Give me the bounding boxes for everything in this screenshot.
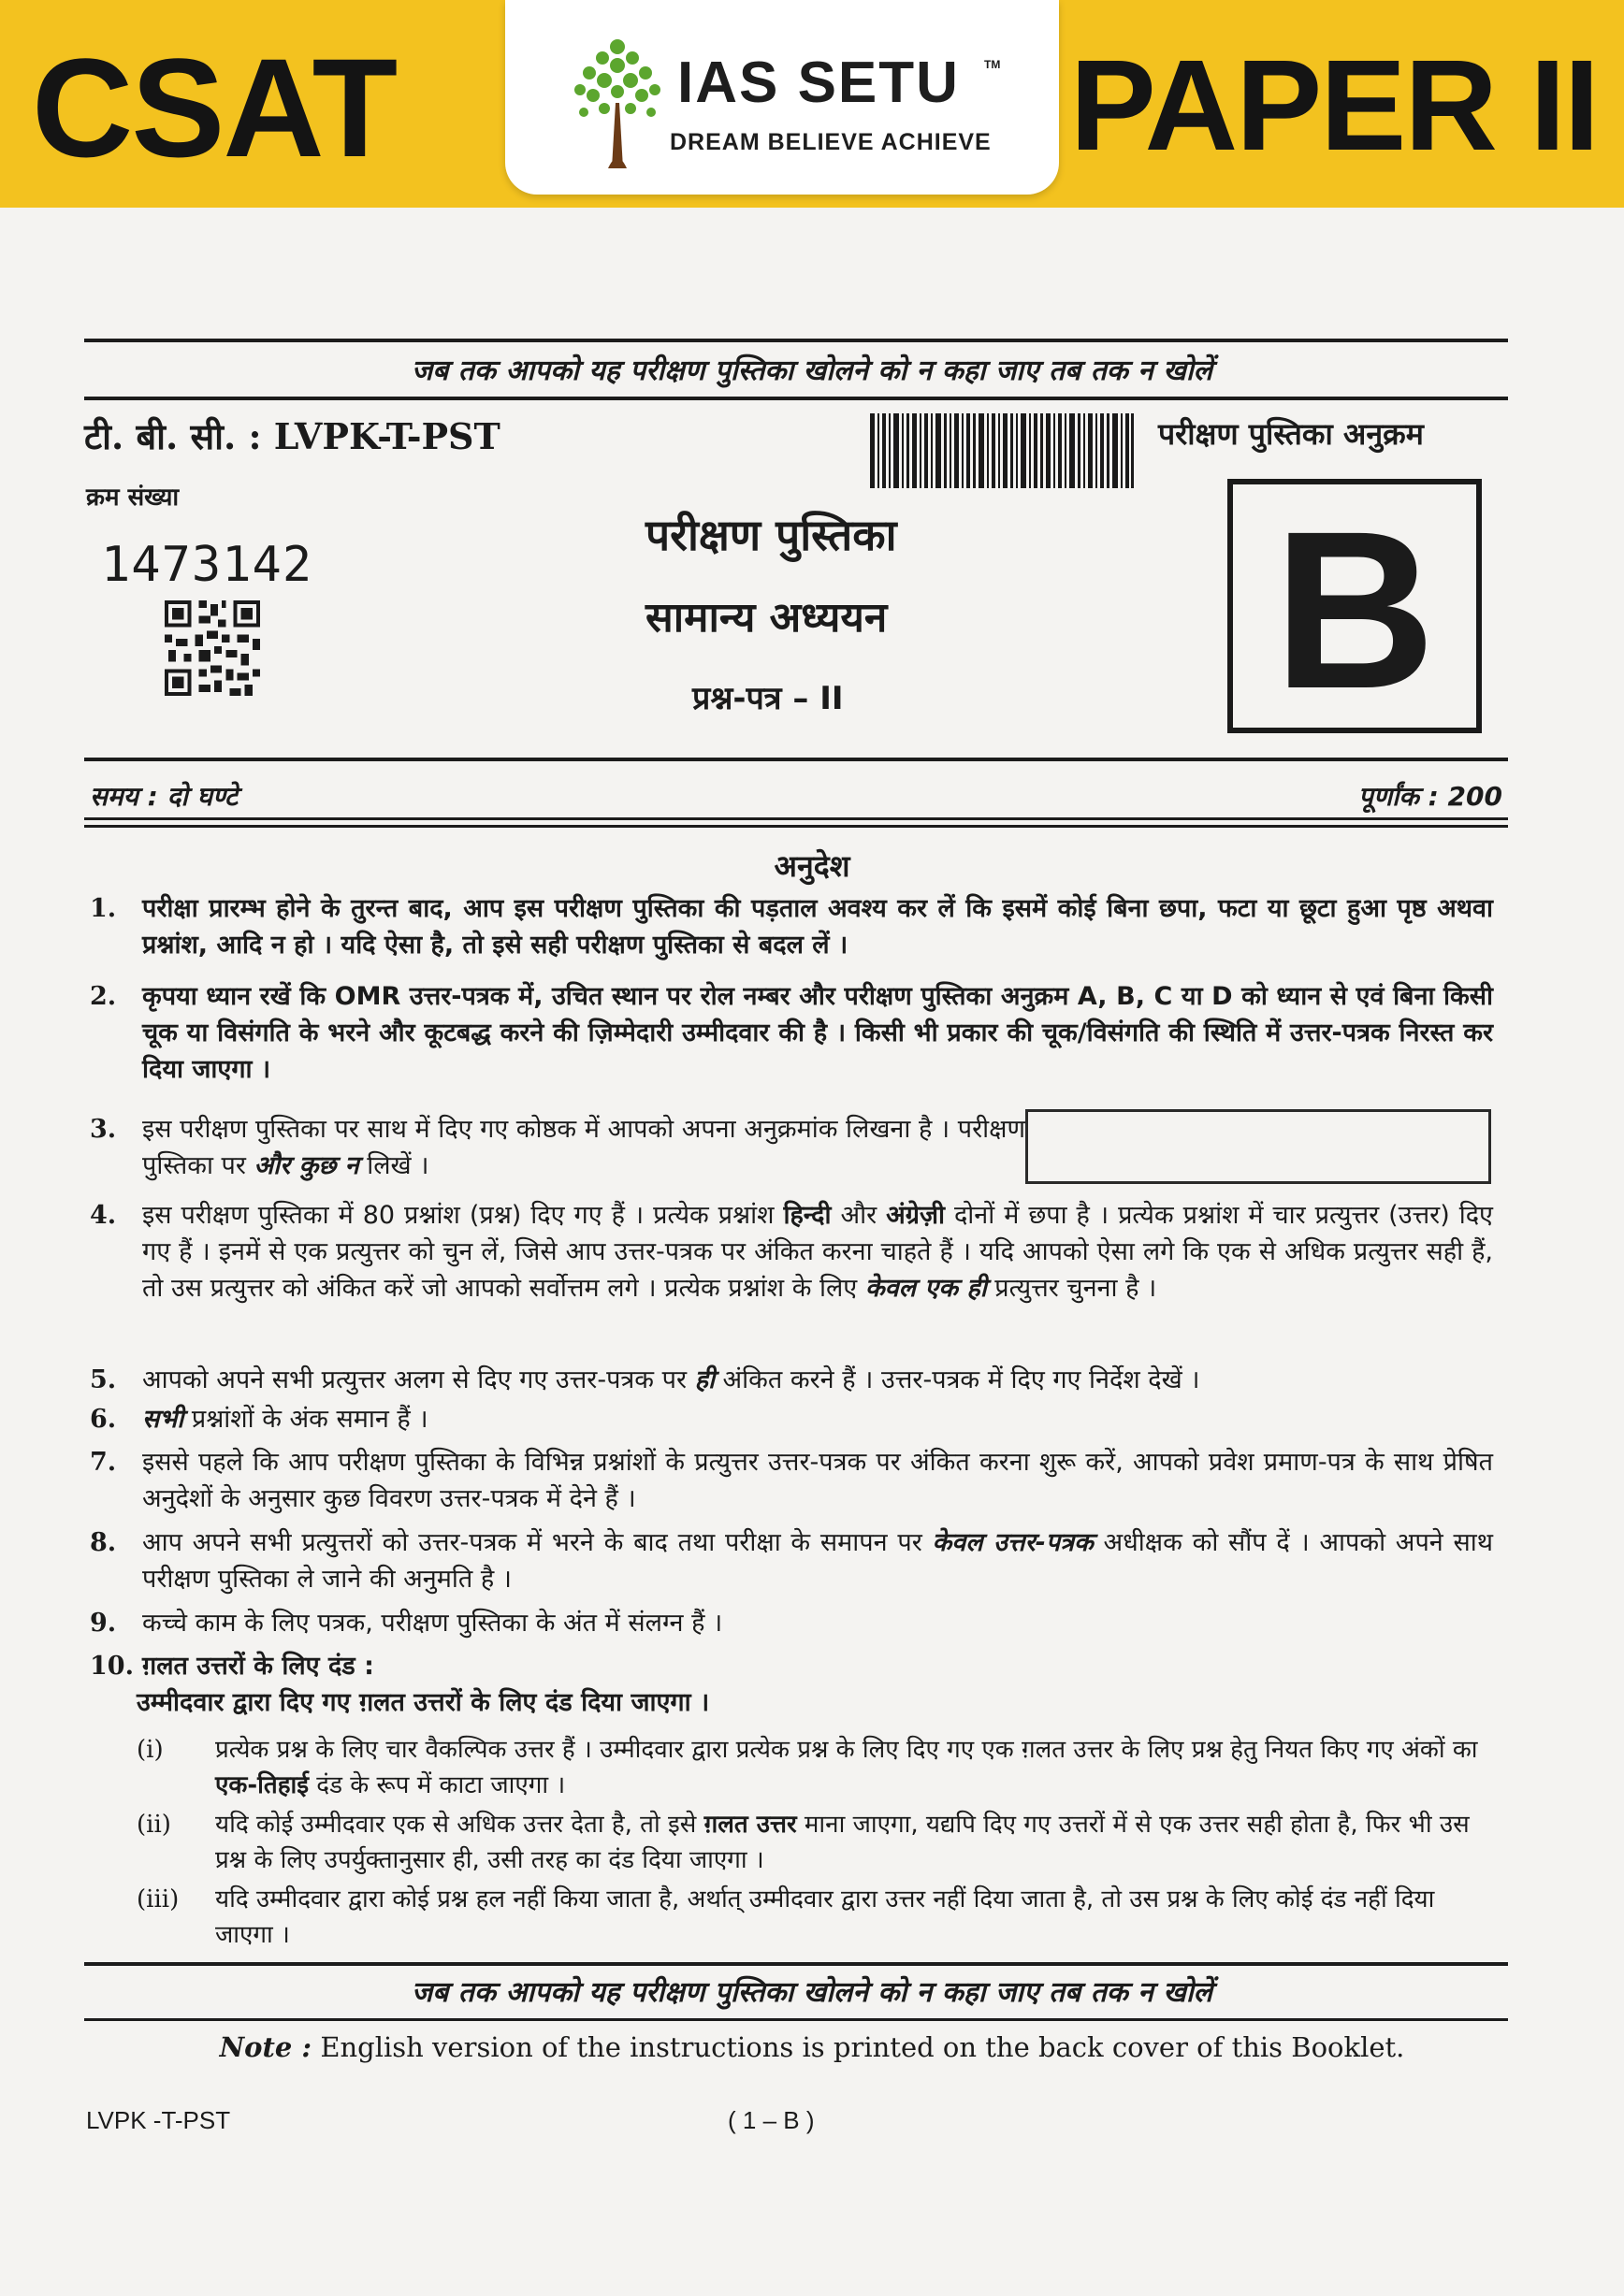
penalty-number: (i) xyxy=(137,1736,164,1764)
header-rule-5 xyxy=(84,825,1508,828)
instruction-number: 8. xyxy=(90,1528,117,1557)
instruction-number: 10. xyxy=(90,1652,134,1681)
instruction-text: आपको अपने सभी प्रत्युत्तर अलग से दिए गए उत्तर-पत्रक पर ही अंकित करने हैं । उत्तर-पत्रक में दिए गए निर्देश देखें । xyxy=(142,1365,1200,1394)
tbc-code: टी. बी. सी. : LVPK-T-PST xyxy=(84,415,500,457)
header-rule-2 xyxy=(84,397,1508,400)
penalty-title: ग़लत उत्तरों के लिए दंड : xyxy=(142,1652,374,1681)
footer-rule-2 xyxy=(84,2018,1508,2021)
top-warning: जब तक आपको यह परीक्षण पुस्तिका खोलने को न कहा जाए तब तक न खोलें xyxy=(411,354,1213,387)
paper-title: PAPER II xyxy=(1069,34,1598,178)
penalty-item-iii xyxy=(137,1882,1489,1953)
instruction-number: 7. xyxy=(90,1448,117,1477)
instruction-text: इससे पहले कि आप परीक्षण पुस्तिका के विभिन्न प्रश्नांशों के प्रत्युत्तर उत्तर-पत्रक पर अंकित करना शुरू करें, आपको प्रवेश प्रमाण-पत्र के साथ प्रेषित अनुदेशों के अनुसार कुछ विवरण उत्तर-पत्रक में देने हैं । xyxy=(142,1448,1493,1513)
instructions-heading: अनुदेश xyxy=(774,848,850,884)
logo-trademark: TM xyxy=(984,58,1001,71)
instruction-10 xyxy=(90,1648,1493,1721)
instruction-9 xyxy=(90,1605,1493,1641)
penalty-item-ii xyxy=(137,1807,1489,1878)
instruction-2 xyxy=(90,978,1493,1088)
instruction-text: इस परीक्षण पुस्तिका में 80 प्रश्नांश (प्रश्न) दिए गए हैं । प्रत्येक प्रश्नांश हिन्दी और अंग्रेज़ी दोनों में छपा है । प्रत्येक प्रश्नांश में चार प्रत्युत्तर (उत्तर) दिए गए हैं । इनमें से एक प्रत्युत्तर को चुन लें, जिसे आप उत्तर-पत्रक पर अंकित करना चाहते हैं । यदि आपको ऐसा लगे कि एक से अधिक प्रत्युत्तर सही हैं, तो उस प्रत्युत्तर को अंकित करें जो आपको सर्वोत्तम लगे । प्रत्येक प्रश्नांश के लिए केवल एक ही प्रत्युत्तर चुनना है । xyxy=(142,1201,1493,1303)
penalty-number: (ii) xyxy=(137,1811,171,1839)
top-banner xyxy=(0,0,1624,208)
logo-tagline: DREAM BELIEVE ACHIEVE xyxy=(670,129,992,155)
time-allowed: समय : दो घण्टे xyxy=(90,781,239,812)
footer-code: LVPK -T-PST xyxy=(86,2106,231,2134)
header-rule-top xyxy=(84,339,1508,342)
booklet-title: परीक्षण पुस्तिका xyxy=(645,510,897,560)
penalty-number: (iii) xyxy=(137,1885,180,1913)
instruction-text: सभी प्रश्नांशों के अंक समान हैं । xyxy=(142,1405,428,1434)
instruction-6 xyxy=(90,1401,1493,1437)
penalty-text: यदि उम्मीदवार द्वारा कोई प्रश्न हल नहीं किया जाता है, अर्थात् उम्मीदवार द्वारा उत्तर नहीं दिया जाता है, तो उस प्रश्न के लिए कोई दंड नहीं दिया जाएगा । xyxy=(215,1885,1435,1949)
serial-number: 1473142 xyxy=(101,537,313,593)
instruction-number: 1. xyxy=(90,894,117,923)
series-label: परीक्षण पुस्तिका अनुक्रम xyxy=(1158,416,1424,452)
instruction-3 xyxy=(90,1111,1025,1184)
qr-code-icon xyxy=(165,600,260,696)
instruction-4 xyxy=(90,1197,1493,1307)
paper-number: प्रश्न-पत्र – II xyxy=(692,680,844,717)
page-number: ( 1 – B ) xyxy=(728,2106,815,2134)
logo-title: IAS SETU xyxy=(677,51,960,115)
instruction-7 xyxy=(90,1444,1493,1517)
instruction-number: 4. xyxy=(90,1201,117,1230)
instruction-number: 6. xyxy=(90,1405,117,1434)
instruction-5 xyxy=(90,1362,1493,1398)
english-note: Note : English version of the instructions is printed on the back cover of this Booklet. xyxy=(219,2031,1405,2063)
instruction-1 xyxy=(90,890,1493,963)
instruction-text: परीक्षा प्रारम्भ होने के तुरन्त बाद, आप इस परीक्षण पुस्तिका की पड़ताल अवश्य कर लें कि इसमें कोई बिना छपा, फटा या छूटा हुआ पृष्ठ अथवा प्रश्नांश, आदि न हो । यदि ऐसा है, तो इसे सही परीक्षण पुस्तिका से बदल लें । xyxy=(142,894,1493,960)
header-rule-3 xyxy=(84,758,1508,761)
instruction-text: कृपया ध्यान रखें कि OMR उत्तर-पत्रक में, उचित स्थान पर रोल नम्बर और परीक्षण पुस्तिका अनुक्रम A, B, C या D को ध्यान से एवं बिना किसी चूक या विसंगति के भरने और कूटबद्ध करने की ज़िम्मेदारी उम्मीदवार की है । किसी भी प्रकार की चूक/विसंगति की स्थिति में उत्तर-पत्रक निरस्त कर दिया जाएगा । xyxy=(142,982,1493,1084)
roll-number-box xyxy=(1025,1109,1491,1184)
instruction-number: 9. xyxy=(90,1609,117,1638)
csat-title: CSAT xyxy=(32,29,397,186)
ias-setu-logo xyxy=(505,0,1059,195)
footer-rule-top xyxy=(84,1962,1508,1966)
instruction-number: 5. xyxy=(90,1365,117,1394)
header-rule-4 xyxy=(84,817,1508,820)
penalty-text: प्रत्येक प्रश्न के लिए चार वैकल्पिक उत्तर हैं । उम्मीदवार द्वारा प्रत्येक प्रश्न के लिए दिए गए एक ग़लत उत्तर के लिए प्रश्न हेतु नियत किए गए अंकों का एक-तिहाई दंड के रूप में काटा जाएगा । xyxy=(215,1736,1478,1799)
series-box xyxy=(1227,479,1482,733)
instruction-text: आप अपने सभी प्रत्युत्तरों को उत्तर-पत्रक में भरने के बाद तथा परीक्षा के समापन पर केवल उत्तर-पत्रक अधीक्षक को सौंप दें । आपको अपने साथ परीक्षण पुस्तिका ले जाने की अनुमति है । xyxy=(142,1528,1493,1594)
subject-title: सामान्य अध्ययन xyxy=(645,594,888,642)
instruction-number: 2. xyxy=(90,982,117,1011)
penalty-item-i xyxy=(137,1732,1489,1803)
tree-logo-icon xyxy=(561,37,674,168)
instruction-8 xyxy=(90,1524,1493,1597)
serial-label: क्रम संख्या xyxy=(86,484,180,512)
penalty-text: यदि कोई उम्मीदवार एक से अधिक उत्तर देता है, तो इसे ग़लत उत्तर माना जाएगा, यद्यपि दिए गए उत्तरों में से एक उत्तर सही होता है, फिर भी उस प्रश्न के लिए उपर्युक्तानुसार ही, उसी तरह का दंड दिया जाएगा । xyxy=(215,1811,1470,1874)
penalty-subtitle: उम्मीदवार द्वारा दिए गए ग़लत उत्तरों के लिए दंड दिया जाएगा । xyxy=(137,1688,710,1717)
instruction-text: इस परीक्षण पुस्तिका पर साथ में दिए गए कोष्ठक में आपको अपना अनुक्रमांक लिखना है । परीक्षण पुस्तिका पर और कुछ न लिखें । xyxy=(142,1115,1025,1180)
instruction-text: कच्चे काम के लिए पत्रक, परीक्षण पुस्तिका के अंत में संलग्न हैं । xyxy=(142,1609,723,1638)
barcode-icon xyxy=(870,413,1134,488)
instruction-number: 3. xyxy=(90,1115,117,1144)
maximum-marks: पूर्णांक : 200 xyxy=(1357,781,1502,812)
bottom-warning: जब तक आपको यह परीक्षण पुस्तिका खोलने को न कहा जाए तब तक न खोलें xyxy=(411,1976,1213,2009)
series-letter: B xyxy=(1273,484,1436,735)
